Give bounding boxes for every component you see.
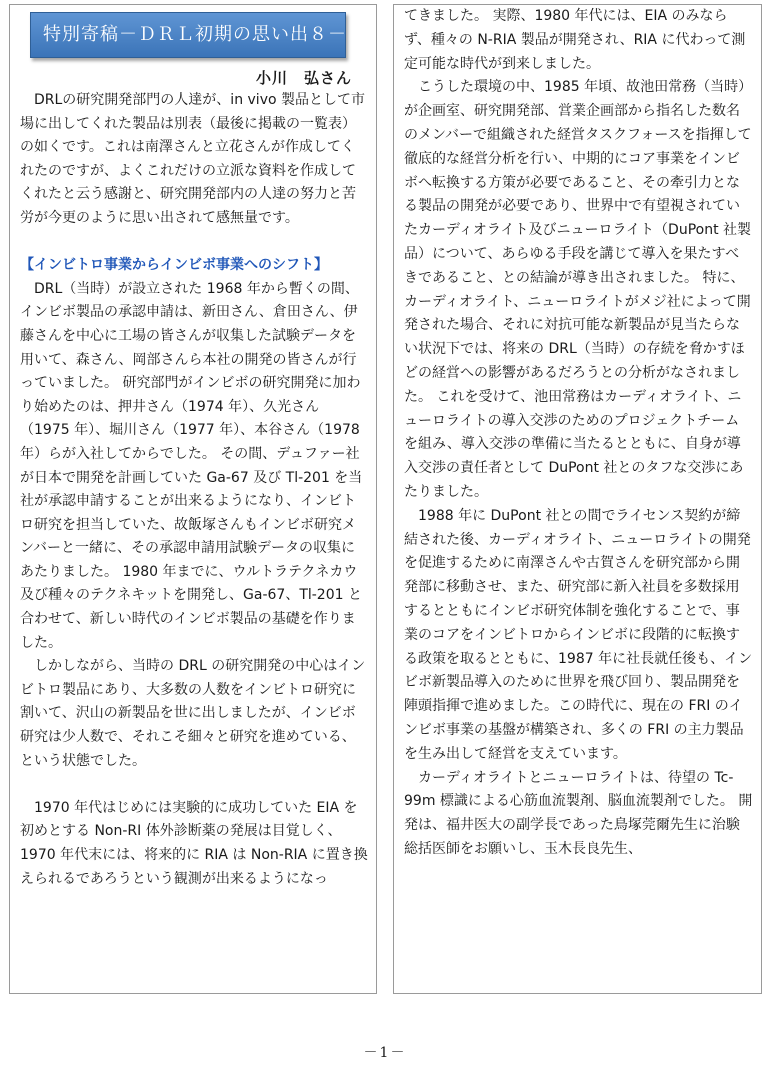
paragraph: しかしながら、当時の DRL の研究開発の中心はインビトロ製品にあり、大多数の人数をインビトロ研究に割いて、沢山の新製品を世に出しましたが、インビボ研究は少人数で、それこそ細々と研究を進めている、という状態でした。 xyxy=(20,658,366,769)
paragraph-gap xyxy=(20,773,368,797)
paragraph: てきました。 実際、1980 年代には、EIA のみならず、種々の N-RIA 製品が開発され、RIA に代わって測定可能な時代が到来しました。 xyxy=(404,8,746,72)
paragraph: DRLの研究開発部門の人達が、in vivo 製品として市場に出してくれた製品は別表（最後に掲載の一覧表）の如くです。これは南澤さんと立花さんが作成してくれたのですが、よくこれだけの立派な資料を作成してくれたと云う感謝と、研究開発部内の人達の努力と苦労が今更のように思い出されて感無量です。 xyxy=(20,92,365,226)
left-column-text xyxy=(20,89,368,891)
author-name: 小川 弘さん xyxy=(256,69,353,87)
right-column xyxy=(393,4,762,994)
paragraph: こうした環境の中、1985 年頃、故池田常務（当時）が企画室、研究開発部、営業企画部から指名した数名のメンバーで組織された経営タスクフォースを指揮して徹底的な経営分析を行い、中期的にコア事業をインビボへ転換する方策が必要であること、その牽引力となる製品の開発が必要であり、世界中で有望視されていたカーディオライト及びニューロライト（DuPont 社製品）について、あらゆる手段を講じて導入を果たすべきであること、との結論が導き出されました。 特に、カーディオライト、ニューロライトがメジ社によって開発された場合、それに対抗可能な新製品が見当たらない状況下では、将来の DRL（当時）の存続を脅かすほどの経営への影響があるだろうとの分析がなされました。 これを受けて、池田常務はカーディオライト、ニューロライトの導入交渉のためのプロジェクトチームを組み、導入交渉の準備に当たるとともに、自身が導入交渉の責任者として DuPont 社とのタフな交渉にあたりました。 xyxy=(404,79,753,500)
right-column-text xyxy=(404,5,753,862)
paragraph-gap xyxy=(20,231,368,255)
left-column xyxy=(9,4,377,994)
paragraph: 1970 年代はじめには実験的に成功していた EIA を初めとする Non-RI 体外診断薬の発展は目覚しく、1970 年代末には、将来的に RIA は Non-RIA に置き換えられるであろうという観測が出来るようになっ xyxy=(20,799,368,887)
paragraph: DRL（当時）が設立された 1968 年から暫くの間、インビボ製品の承認申請は、新田さん、倉田さん、伊藤さんを中心に工場の皆さんが収集した試験データを用いて、森さん、岡部さんら本社の開発の皆さんが行っていました。 研究部門がインビボの研究開発に加わり始めたのは、押井さん（1974 年）、久光さん（1975 年）、堀川さん（1977 年）、本谷さん（1978 年）らが入社してからでした。 その間、デュファー社が日本で開発を計画していた Ga-67 及び Tl-201 を当社が承認申請することが出来るようになり、インビトロ研究を担当していた、故飯塚さんもインビボ研究メンバーと一緒に、その承認申請用試験データの収集にあたりました。 1980 年までに、ウルトラテクネカウ及び種々のテクネキットを開発し、Ga-67、Tl-201 と合わせて、新しい時代のインビボ製品の基礎を作りました。 xyxy=(20,280,363,651)
section-heading: 【インビトロ事業からインビボ事業へのシフト】 xyxy=(20,257,328,274)
paragraph: 1988 年に DuPont 社との間でライセンス契約が締結された後、カーディオライト、ニューロライトの開発を促進するために南澤さんや古賀さんを研究部から開発部に移動させ、また、研究部に新入社員を多数採用するとともにインビボ研究体制を強化することで、事業のコアをインビトロからインビボに段階的に転換する政策を取るとともに、1987 年に社長就任後も、インビボ新製品導入のために世界を飛び回り、製品開発を陣頭指揮で進めました。この時代に、現在の FRI のインビボ事業の基盤が構築され、多くの FRI の主力製品を生み出して経営を支えています。 xyxy=(404,507,753,762)
article-title-banner: 特別寄稿－ＤＲＬ初期の思い出８－ xyxy=(30,12,346,58)
paragraph: カーディオライトとニューロライトは、待望の Tc-99m 標識による心筋血流製剤、脳血流製剤でした。 開発は、福井医大の副学長であった鳥塚莞爾先生に治験総括医師をお願いし、玉木長良先生、 xyxy=(404,769,753,857)
page-number: －1－ xyxy=(363,1045,407,1061)
